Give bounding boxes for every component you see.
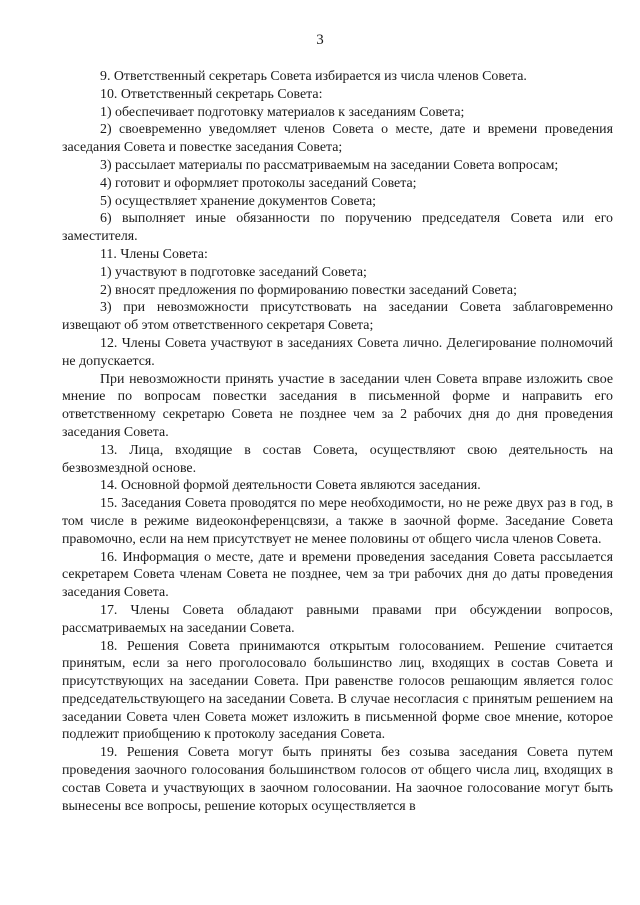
- paragraph-sub-10-1: 1) обеспечивает подготовку материалов к заседаниям Совета;: [100, 104, 465, 120]
- paragraph-item-10: 10. Ответственный секретарь Совета:: [100, 86, 323, 102]
- paragraph-sub-11-3: 3) при невозможности присутствовать на заседании Совета заблаговременно извещают об этом ответственного секретаря Совета;: [62, 300, 613, 334]
- paragraph-sub-10-4: 4) готовит и оформляет протоколы заседаний Совета;: [100, 175, 417, 191]
- paragraph-item-9: 9. Ответственный секретарь Совета избирается из числа членов Совета.: [100, 69, 527, 84]
- paragraph-item-17: 17. Члены Совета обладают равными правами при обсуждении вопросов, рассматриваемых на заседании Совета.: [62, 602, 613, 636]
- paragraph-sub-10-2: 2) своевременно уведомляет членов Совета о месте, дате и времени проведения заседания Совета и повестке заседания Совета;: [62, 122, 613, 156]
- document-body: [62, 68, 613, 815]
- paragraph-item-12-note: При невозможности принять участие в заседании член Совета вправе изложить свое мнение по вопросам повестки заседания в письменной форме и направить его ответственному секретарю Совета не позднее чем за 2 рабочих дня до дня проведения заседания Совета.: [62, 371, 613, 440]
- paragraph-sub-11-1: 1) участвуют в подготовке заседаний Совета;: [100, 264, 367, 280]
- page-number: 3: [316, 32, 324, 48]
- paragraph-item-18: 18. Решения Совета принимаются открытым голосованием. Решение считается принятым, если за него проголосовало большинство лиц, входящих в состав Совета и присутствующих на заседании Совета. При равенстве голосов решающим является голос председательствующего на заседании Совета. В случае несогласия с принятым решением на заседании Совета член Совета может изложить в письменной форме свое мнение, которое подлежит приобщению к протоколу заседания Совета.: [62, 638, 613, 743]
- paragraph-item-19: 19. Решения Совета могут быть приняты без созыва заседания Совета путем проведения заочного голосования большинством голосов от общего числа лиц, входящих в состав Совета и участвующих в заочном голосовании. На заочное голосование могут быть вынесены все вопросы, решение которых осуществляется в: [62, 745, 613, 814]
- paragraph-sub-11-2: 2) вносят предложения по формированию повестки заседаний Совета;: [100, 282, 517, 298]
- paragraph-sub-10-6: 6) выполняет иные обязанности по поручению председателя Совета или его заместителя.: [62, 211, 613, 245]
- paragraph-item-11: 11. Члены Совета:: [100, 246, 208, 262]
- paragraph-item-16: 16. Информация о месте, дате и времени проведения заседания Совета рассылается секретарем Совета членам Совета не позднее, чем за три рабочих дня до даты проведения заседания Совета.: [62, 549, 613, 601]
- paragraph-item-13: 13. Лица, входящие в состав Совета, осуществляют свою деятельность на безвозмездной основе.: [62, 442, 613, 476]
- paragraph-item-15: 15. Заседания Совета проводятся по мере необходимости, но не реже двух раз в год, в том числе в режиме видеоконференцсвязи, а также в заочной форме. Заседание Совета правомочно, если на нем присутствует не менее половины от общего числа членов Совета.: [62, 496, 613, 547]
- paragraph-item-14: 14. Основной формой деятельности Совета являются заседания.: [100, 478, 481, 494]
- paragraph-sub-10-3: 3) рассылает материалы по рассматриваемым на заседании Совета вопросам;: [100, 157, 559, 173]
- paragraph-item-12: 12. Члены Совета участвуют в заседаниях Совета лично. Делегирование полномочий не допускается.: [62, 335, 613, 369]
- paragraph-sub-10-5: 5) осуществляет хранение документов Совета;: [100, 193, 376, 209]
